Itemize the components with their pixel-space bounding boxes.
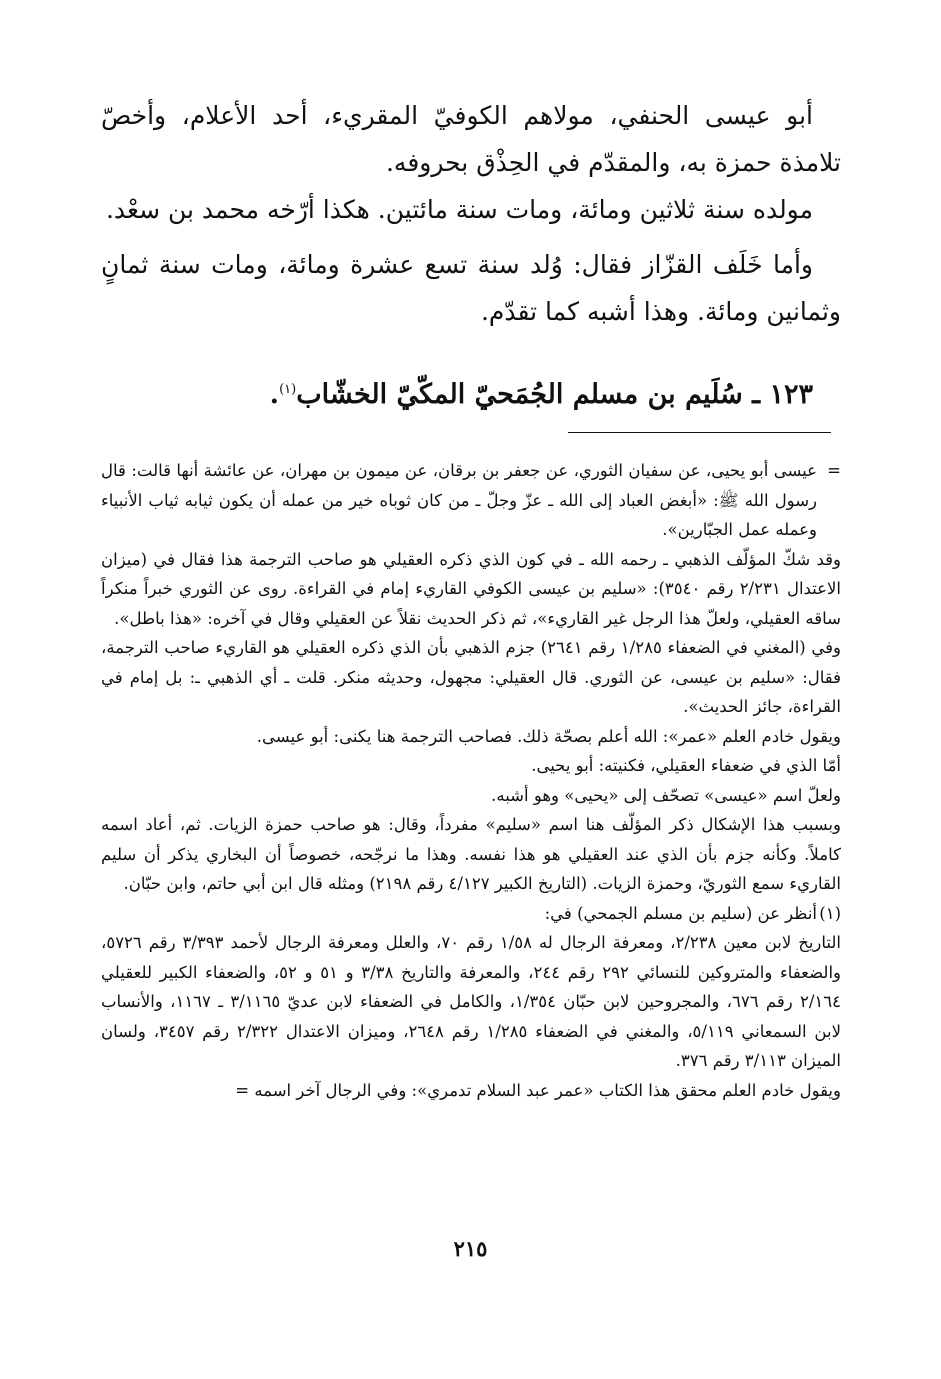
- footnotes: [101, 456, 841, 1105]
- footnote-1-last-line: ويقول خادم العلم محقق هذا الكتاب «عمر عبد السلام تدمري»: وفي الرجال آخر اسمه =: [235, 1080, 841, 1100]
- paragraph-khalaf: وأما خَلَف القزّاز فقال: وُلد سنة تسع عشرة ومائة، ومات سنة ثمانٍ وثمانين ومائة. وهذا أشبه كما تقدّم.: [101, 250, 841, 326]
- footnote-paragraph: أمّا الذي في ضعفاء العقيلي، فكنيته: أبو يحيى.: [531, 756, 841, 775]
- footnote-paragraph: عيسى أبو يحيى، عن سفيان الثوري، عن جعفر بن برقان، عن ميمون بن مهران، عن عائشة أنها قالت: قال رسول الله ﷺ: «أبغض العباد إلى الله ـ عزّ وجلّ ـ من كان ثوباه خير من عمله أن يكون ثيابه ثياب الأنبياء وعمله عمل الجبّارين».: [101, 461, 817, 539]
- footnote-paragraph: وقد شكّ المؤلّف الذهبي ـ رحمه الله ـ في كون الذي ذكره العقيلي هو صاحب الترجمة هذا فقال في (ميزان الاعتدال ٢/٢٣١ رقم ٣٥٤٠): «سليم بن عيسى الكوفي القاريء إمام في القراءة. روى عن الثوري خبراً منكراً ساقه العقيلي، ولعلّ هذا الرجل غير القاريء»، ثم ذكر الحديث نقلاً عن العقيلي وقال في آخره: «هذا باطل».: [101, 549, 842, 628]
- footnote-1-references: التاريخ لابن معين ٢/٢٣٨، ومعرفة الرجال له ١/٥٨ رقم ٧٠، والعلل ومعرفة الرجال لأحمد ٣/٣٩٣ رقم ٥٧٢٦، والضعفاء والمتروكين للنسائي ٢٩٢ رقم ٢٤٤، والمعرفة والتاريخ ٣/٣٨ و ٥١ و ٥٢، والضعفاء الكبير للعقيلي ٢/١٦٤ رقم ٦٧٦، والمجروحين لابن حبّان ١/٣٥٤، والكامل في الضعفاء لابن عديّ ٣/١١٦٥ ـ ١١٦٧، والأنساب لابن السمعاني ٥/١١٩، والمغني في الضعفاء ١/٢٨٥ رقم ٢٦٤٨، وميزان الاعتدال ٢/٣٢٢ رقم ٣٤٥٧، ولسان الميزان ٣/١١٣ رقم ٣٧٦.: [101, 933, 842, 1070]
- footnote-paragraph: ولعلّ اسم «عيسى» تصحّف إلى «يحيى» وهو أشبه.: [491, 785, 841, 805]
- footnote-1-marker: (١): [819, 903, 841, 923]
- paragraph-biography: أبو عيسى الحنفي، مولاهم الكوفيّ المقريء، أحد الأعلام، وأخصّ تلامذة حمزة به، والمقدّم في الحِذْق بحروفه.: [101, 101, 841, 177]
- paragraph-birth-death: مولده سنة ثلاثين ومائة، ومات سنة مائتين. هكذا أرّخه محمد بن سعْد.: [105, 195, 813, 224]
- entry-title: ١٢٣ ـ سُلَيم بن مسلم الجُمَحيّ المكّيّ الخشّاب: [296, 379, 813, 410]
- main-text: [101, 92, 841, 335]
- footnote-paragraph: ويقول خادم العلم «عمر»: الله أعلم بصحّة ذلك. فصاحب الترجمة هنا يكنى: أبو عيسى.: [256, 726, 841, 746]
- entry-heading: [101, 368, 841, 417]
- footnote-reference: (١): [279, 382, 297, 397]
- page-number: ٢١٥: [453, 1236, 488, 1261]
- footnote-separator: [568, 432, 831, 433]
- footnote-continuation: [101, 456, 841, 545]
- footnote-paragraph: وبسبب هذا الإشكال ذكر المؤلّف هنا اسم «سليم» مفرداً، وقال: هو صاحب حمزة الزيات. ثم، أعاد اسمه كاملاً. وكأنه جزم بأن الذي عند العقيلي هو هذا نفسه. وهذا ما نرجّحه، خصوصاً أن البخاري يذكر أن سليم القاريء سمع الثوريّ، وحمزة الزيات. (التاريخ الكبير ٤/١٢٧ رقم ٢١٩٨) ومثله قال ابن أبي حاتم، وابن حبّان.: [101, 815, 841, 893]
- footnote-paragraph: وفي (المغني في الضعفاء ١/٢٨٥ رقم ٢٦٤١) جزم الذهبي بأن الذي ذكره العقيلي هو القاريء صاحب الترجمة، فقال: «سليم بن عيسى، عن الثوري. قال العقيلي: مجهول، وحديثه منكر. قلت ـ أي الذهبي ـ: بل إمام في القراءة، جائز الحديث».: [101, 638, 842, 716]
- heading-end: .: [269, 379, 280, 410]
- footnote-1-intro: أنظر عن (سليم بن مسلم الجمحي) في:: [544, 903, 817, 923]
- continuation-marker: =: [827, 461, 841, 480]
- footnote-1: [101, 899, 841, 929]
